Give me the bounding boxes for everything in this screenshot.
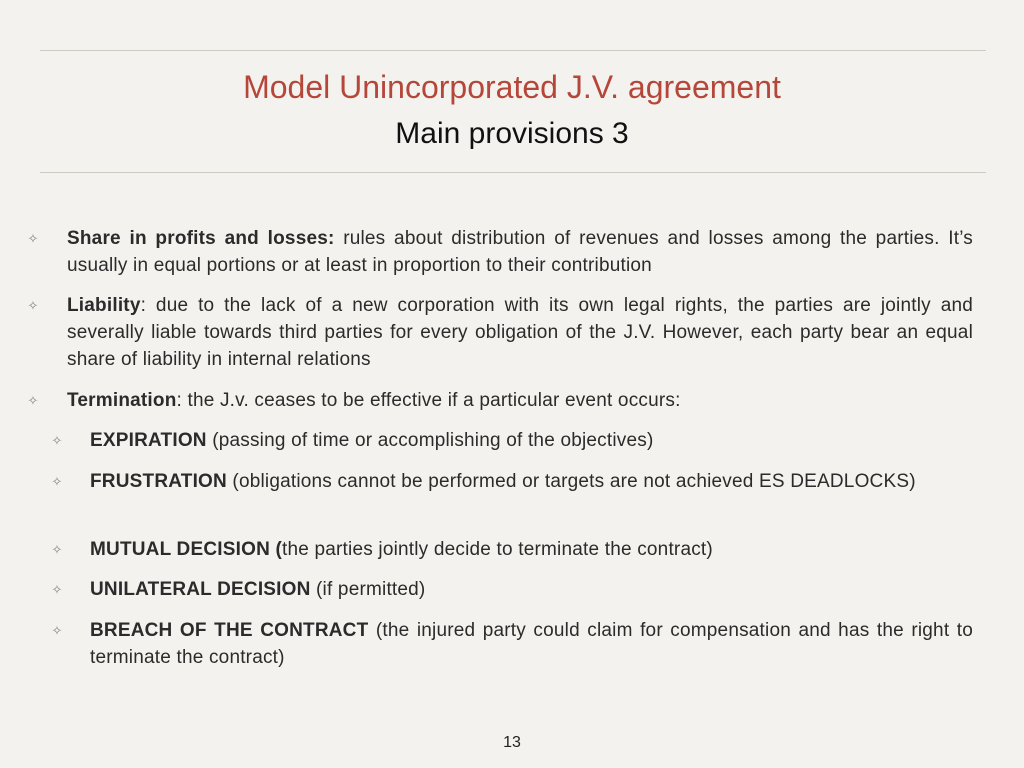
bullet-label: Share in profits and losses: <box>67 228 335 249</box>
four-point-star-icon: ✧ <box>27 231 39 246</box>
subbullet-label: EXPIRATION <box>90 430 207 451</box>
subbullet-label: MUTUAL DECISION ( <box>90 539 282 560</box>
subbullet-body: (obligations cannot be performed or targets are not achieved ES DEADLOCKS) <box>226 471 916 492</box>
subbullet-label: BREACH OF THE CONTRACT <box>90 620 369 641</box>
four-point-star-icon: ✧ <box>27 393 39 408</box>
subbullet-text <box>90 576 973 603</box>
slide-title: Model Unincorporated J.V. agreement <box>243 69 781 105</box>
bullet-text <box>67 387 973 414</box>
slide-subtitle: Main provisions 3 <box>395 117 629 150</box>
subbullet-text <box>90 468 973 495</box>
bullet-body: : due to the lack of a new corporation with its own legal rights, the parties are jointly and severally liable towards third parties for every obligation of the J.V. However, each party bear an equal share of liability in internal relations <box>67 295 973 370</box>
subbullet-body: (passing of time or accomplishing of the objectives) <box>206 430 654 451</box>
four-point-star-icon: ✧ <box>51 542 63 557</box>
bullet-text <box>67 225 973 279</box>
subbullet-text <box>90 536 973 563</box>
subbullet-label: FRUSTRATION <box>90 471 227 492</box>
bullet-label: Termination <box>67 390 177 411</box>
subbullet-text <box>90 617 973 671</box>
page-number: 13 <box>503 734 521 751</box>
four-point-star-icon: ✧ <box>51 433 63 448</box>
subbullet-body: the parties jointly decide to terminate the contract) <box>282 539 713 560</box>
bullet-text <box>67 292 973 373</box>
bullet-body: rules about distribution of revenues and losses among the parties. It’s usually in equal portions or at least in proportion to their contribution <box>67 228 973 276</box>
title-divider <box>40 172 986 173</box>
four-point-star-icon: ✧ <box>51 623 63 638</box>
subbullet-text <box>90 427 973 454</box>
bullet-body: : the J.v. ceases to be effective if a particular event occurs: <box>176 390 681 411</box>
four-point-star-icon: ✧ <box>51 582 63 597</box>
subbullet-body: (if permitted) <box>310 579 426 600</box>
four-point-star-icon: ✧ <box>27 298 39 313</box>
bullet-label: Liability <box>67 295 141 316</box>
top-divider <box>40 50 986 51</box>
subbullet-body: (the injured party could claim for compensation and has the right to terminate the contract) <box>90 620 973 668</box>
subbullet-label: UNILATERAL DECISION <box>90 579 311 600</box>
four-point-star-icon: ✧ <box>51 474 63 489</box>
